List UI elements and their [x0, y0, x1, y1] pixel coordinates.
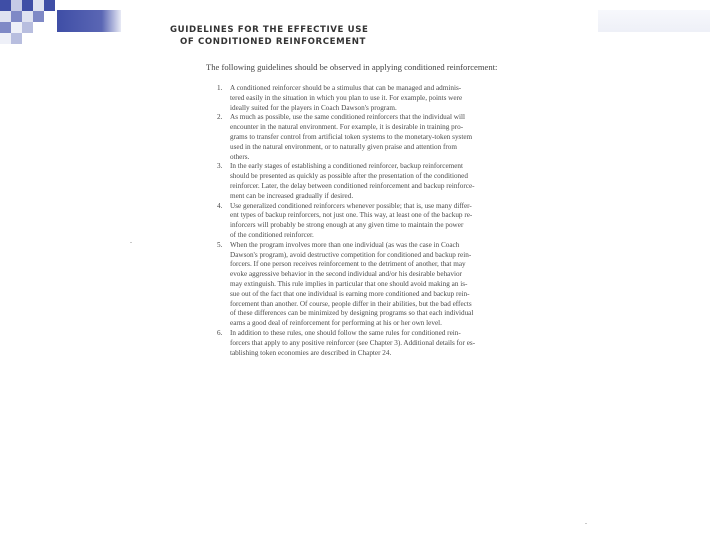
intro-text: The following guidelines should be observed in applying conditioned reinforcement:	[206, 62, 498, 72]
guideline-text-line: reinforcer. Later, the delay between conditioned reinforcement and backup reinforce-	[230, 181, 475, 190]
guideline-text-line: forcers. If one person receives reinforcement to the detriment of another, that may	[230, 260, 466, 269]
guideline-text-line: In addition to these rules, one should follow the same rules for conditioned rein-	[230, 328, 461, 337]
title-line-2: OF CONDITIONED REINFORCEMENT	[180, 37, 366, 47]
scan-speck	[130, 242, 132, 243]
guideline-item	[170, 241, 550, 329]
guidelines-list	[170, 84, 550, 358]
guideline-number: 3.	[217, 162, 223, 171]
guideline-text-line: of the conditioned reinforcer.	[230, 230, 314, 239]
guideline-text-line: forcers that apply to any positive reinforcer (see Chapter 3). Additional details for es-	[230, 338, 476, 347]
guideline-text-line: As much as possible, use the same conditioned reinforcers that the individual will	[230, 113, 465, 122]
page-title	[170, 24, 550, 48]
guideline-text-line: inforcers will probably be strong enough at any given time to maintain the power	[230, 221, 464, 230]
guideline-number: 1.	[217, 84, 223, 92]
slide-accent-bar	[57, 10, 121, 32]
scan-speck	[585, 523, 587, 524]
guideline-number: 4.	[217, 201, 223, 210]
guideline-text-line: A conditioned reinforcer should be a stimulus that can be managed and adminis-	[230, 84, 462, 92]
guideline-text-line: of these differences can be minimized by designing programs so that each individual	[230, 309, 474, 318]
guideline-text-line: sue out of the fact that one individual is earning more conditioned and backup rein-	[230, 289, 470, 298]
guideline-item	[170, 162, 550, 201]
guideline-text-line: others.	[230, 152, 250, 161]
guideline-number: 6.	[217, 328, 223, 337]
slide-checker-decoration	[0, 0, 56, 44]
guideline-text-line: may extinguish. This rule implies in particular that one should avoid making an is-	[230, 279, 468, 288]
guideline-text-line: forcement than another. Of course, people differ in their abilities, but the bad effects	[230, 299, 472, 308]
guideline-text-line: ent types of backup reinforcers, not just one. This way, at least one of the backup re-	[230, 211, 473, 220]
guideline-number: 5.	[217, 240, 223, 249]
guideline-text-line: tablishing token economies are described in Chapter 24.	[230, 348, 392, 357]
guideline-text-line: Use generalized conditioned reinforcers whenever possible; that is, use many differ-	[230, 201, 472, 210]
guideline-text-line: used in the natural environment, or to naturally given praise and attention from	[230, 142, 457, 151]
guideline-item	[170, 329, 550, 358]
scanned-page	[170, 24, 550, 358]
guideline-item	[170, 84, 550, 113]
guideline-text-line: ideally suited for the players in Coach Dawson's program.	[230, 103, 397, 112]
guideline-text-line: ment can be increased gradually if desired.	[230, 191, 354, 200]
guideline-item	[170, 113, 550, 162]
guideline-text-line: evoke aggressive behavior in the second individual and/or his desirable behavior	[230, 270, 462, 279]
guideline-text-line: When the program involves more than one individual (as was the case in Coach	[230, 240, 460, 249]
guideline-text-line: earns a good deal of reinforcement for performing at his or her own level.	[230, 319, 442, 328]
guideline-text-line: should be presented as quickly as possible after the presentation of the conditioned	[230, 172, 468, 181]
guideline-text-line: encounter in the natural environment. For example, it is desirable in training pro-	[230, 123, 464, 132]
guideline-item	[170, 202, 550, 241]
title-line-1: GUIDELINES FOR THE EFFECTIVE USE	[170, 25, 369, 35]
guideline-number: 2.	[217, 113, 223, 122]
guideline-text-line: tered easily in the situation in which you plan to use it. For example, points were	[230, 93, 463, 102]
slide-corner-panel	[598, 10, 710, 32]
guideline-text-line: Dawson's program), avoid destructive competition for conditioned and backup rein-	[230, 250, 472, 259]
guideline-text-line: grams to transfer control from artificial token systems to the monetary-token system	[230, 132, 473, 141]
guideline-text-line: In the early stages of establishing a conditioned reinforcer, backup reinforcement	[230, 162, 464, 171]
